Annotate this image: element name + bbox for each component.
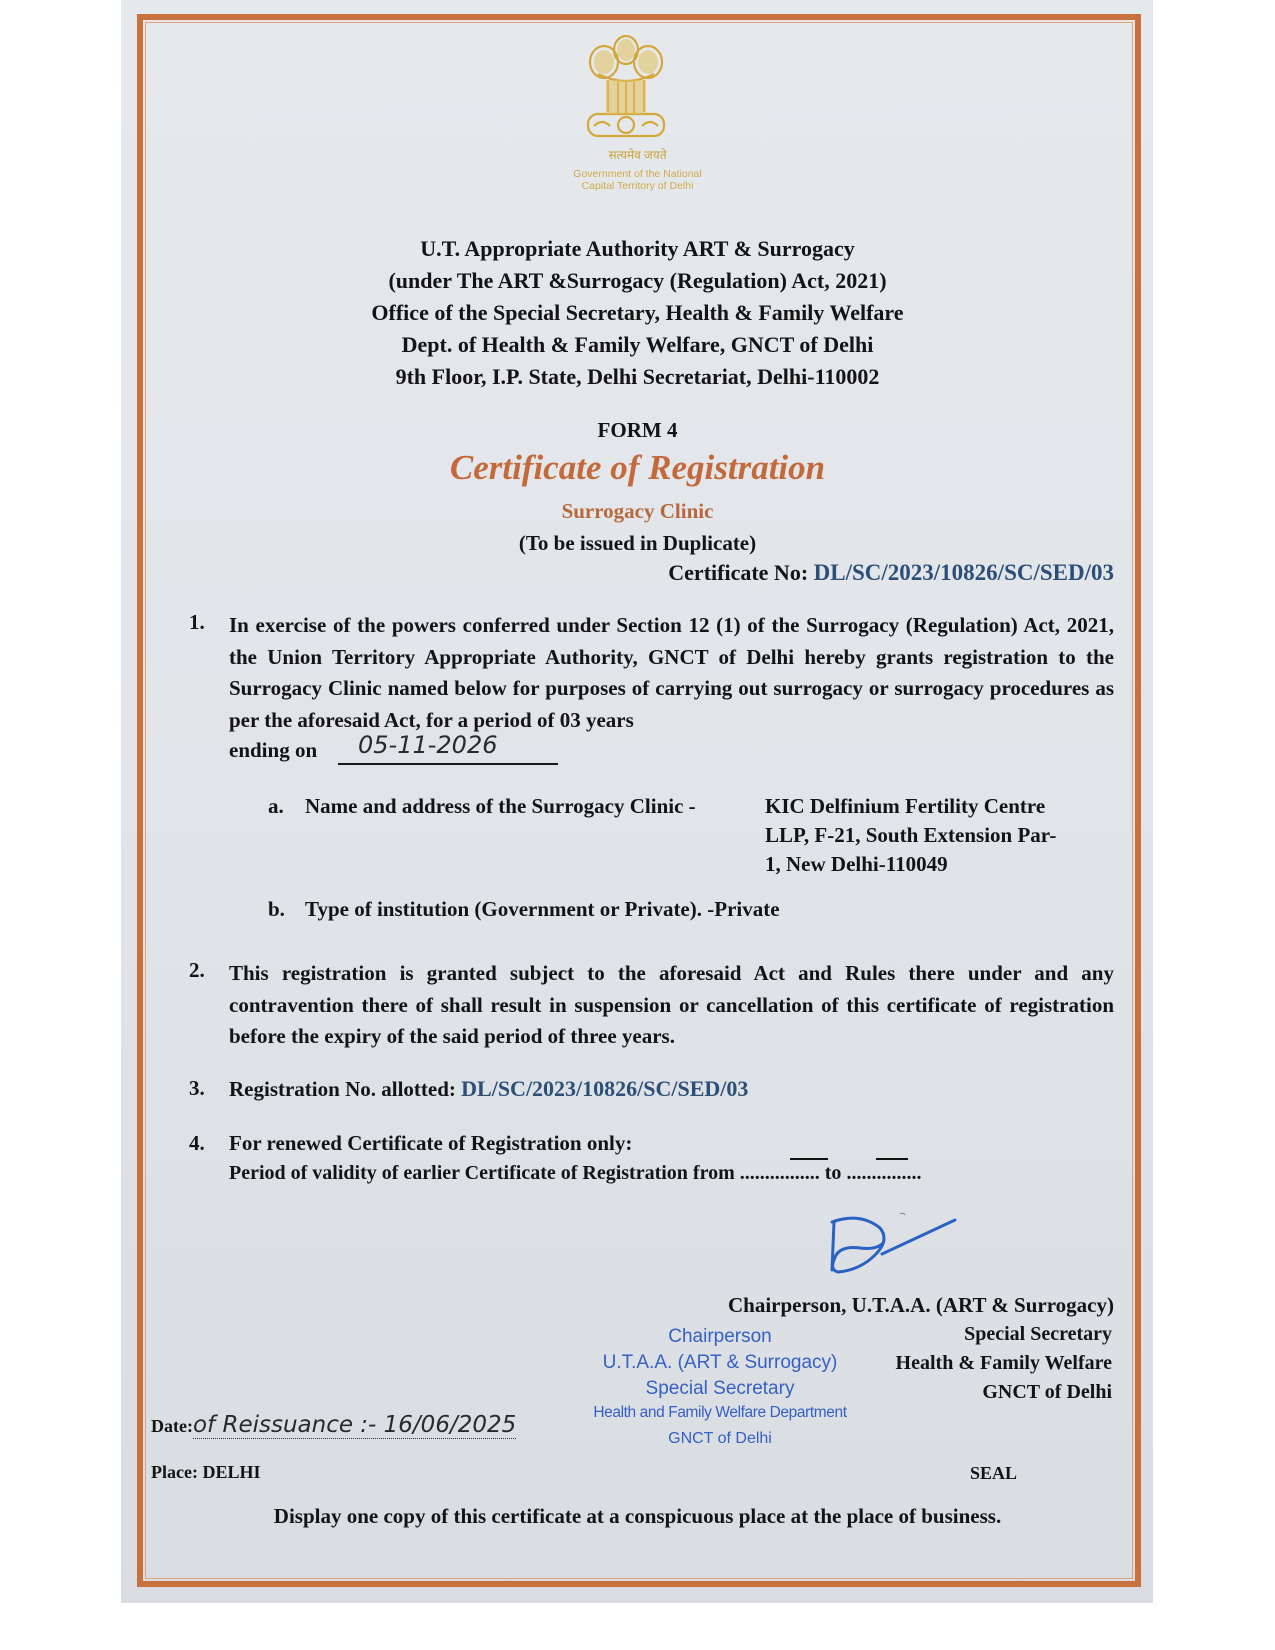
date-label: Date:	[151, 1416, 193, 1436]
form-number: FORM 4	[597, 418, 678, 442]
registration-number-line	[229, 1076, 748, 1102]
stamp-line-1: Chairperson	[668, 1326, 772, 1347]
date-handwritten: of Reissuance :- 16/06/2025	[192, 1412, 517, 1438]
clause-4-heading: For renewed Certificate of Registration only:	[229, 1131, 633, 1155]
earlier-validity-line	[229, 1162, 921, 1185]
clause-b-text: Type of institution (Government or Private). -Private	[305, 897, 780, 921]
header-line-4: Dept. of Health & Family Welfare, GNCT of Delhi	[401, 332, 874, 357]
registration-number: DL/SC/2023/10826/SC/SED/03	[461, 1076, 749, 1101]
certificate-title: Certificate of Registration	[449, 448, 826, 487]
stamp-line-2: U.T.A.A. (ART & Surrogacy)	[602, 1352, 838, 1373]
validity-to-field	[846, 1162, 921, 1184]
signatory-title-3: Health & Family Welfare	[895, 1352, 1112, 1374]
display-note: Display one copy of this certificate at a conspicuous place at the place of business.	[273, 1504, 1002, 1528]
govt-line-2: Capital Territory of Delhi	[581, 180, 694, 192]
signatory-title-2: Special Secretary	[964, 1323, 1112, 1345]
stamp-line-4: Health and Family Welfare Department	[593, 1404, 847, 1421]
clause-3-number: 3.	[189, 1076, 205, 1100]
stamp-line-5: GNCT of Delhi	[668, 1430, 772, 1447]
header-line-5: 9th Floor, I.P. State, Delhi Secretariat, Delhi-110002	[395, 364, 880, 389]
ashoka-emblem-icon	[578, 28, 674, 150]
certificate-number: DL/SC/2023/10826/SC/SED/03	[813, 560, 1114, 585]
certificate-number-label: Certificate No:	[668, 560, 809, 585]
validity-from-dash	[790, 1158, 828, 1160]
signatory-title-1: Chairperson, U.T.A.A. (ART & Surrogacy)	[727, 1293, 1114, 1317]
clause-a-number: a.	[268, 794, 284, 818]
emblem-motto: सत्यमेव जयते	[608, 148, 667, 162]
clause-2-number: 2.	[189, 958, 205, 982]
validity-from-dots: ................	[739, 1162, 820, 1184]
ending-date-field	[338, 733, 558, 765]
signatory-title-4: GNCT of Delhi	[982, 1381, 1112, 1403]
clause-4-number: 4.	[189, 1131, 205, 1155]
ending-on-label: ending on	[229, 738, 318, 762]
certificate-number-line	[668, 560, 1114, 586]
validity-from-field	[740, 1162, 820, 1184]
clinic-name-line-1: KIC Delfinium Fertility Centre	[765, 794, 1046, 818]
stamp-line-3: Special Secretary	[645, 1378, 795, 1399]
place-label: Place: DELHI	[151, 1462, 261, 1482]
earlier-validity-label: Period of validity of earlier Certificate of Registration from	[229, 1162, 735, 1184]
validity-to-dots: ...............	[846, 1162, 922, 1184]
header-line-3: Office of the Special Secretary, Health & Family Welfare	[371, 300, 904, 325]
clause-a-label: Name and address of the Surrogacy Clinic -	[305, 794, 696, 818]
validity-to-dash	[876, 1158, 908, 1160]
clinic-name-line-3: 1, New Delhi-110049	[765, 852, 948, 876]
clause-2-text: This registration is granted subject to the aforesaid Act and Rules there under and any contravention there of shall result in suspension or cancellation of this certificate of registration before the expiry of the said period of three years.	[229, 961, 1114, 1048]
clause-1-number: 1.	[189, 610, 205, 634]
seal-label: SEAL	[970, 1463, 1018, 1483]
header-line-2: (under The ART &Surrogacy (Regulation) Act, 2021)	[388, 268, 887, 293]
date-line	[151, 1412, 516, 1438]
header-line-1: U.T. Appropriate Authority ART & Surrogacy	[420, 236, 855, 261]
clinic-name-line-2: LLP, F-21, South Extension Par-	[765, 823, 1057, 847]
duplicate-note: (To be issued in Duplicate)	[518, 531, 757, 555]
govt-line-1: Government of the National	[573, 168, 702, 180]
validity-to-label: to	[824, 1162, 842, 1184]
certificate-subtitle: Surrogacy Clinic	[561, 499, 714, 523]
clause-1-text: In exercise of the powers conferred under Section 12 (1) of the Surrogacy (Regulation) Act, 2021, the Union Territory Appropriate Authority, GNCT of Delhi hereby grants registration to the Surrogacy Clinic named below for purposes of carrying out surrogacy or surrogacy procedures as per the aforesaid Act, for a period of 03 years	[229, 613, 1114, 732]
handwritten-signature-icon	[820, 1210, 970, 1290]
ending-date-handwritten: 05-11-2026	[358, 731, 498, 759]
registration-number-label: Registration No. allotted:	[229, 1077, 456, 1101]
clause-b-number: b.	[268, 897, 285, 921]
